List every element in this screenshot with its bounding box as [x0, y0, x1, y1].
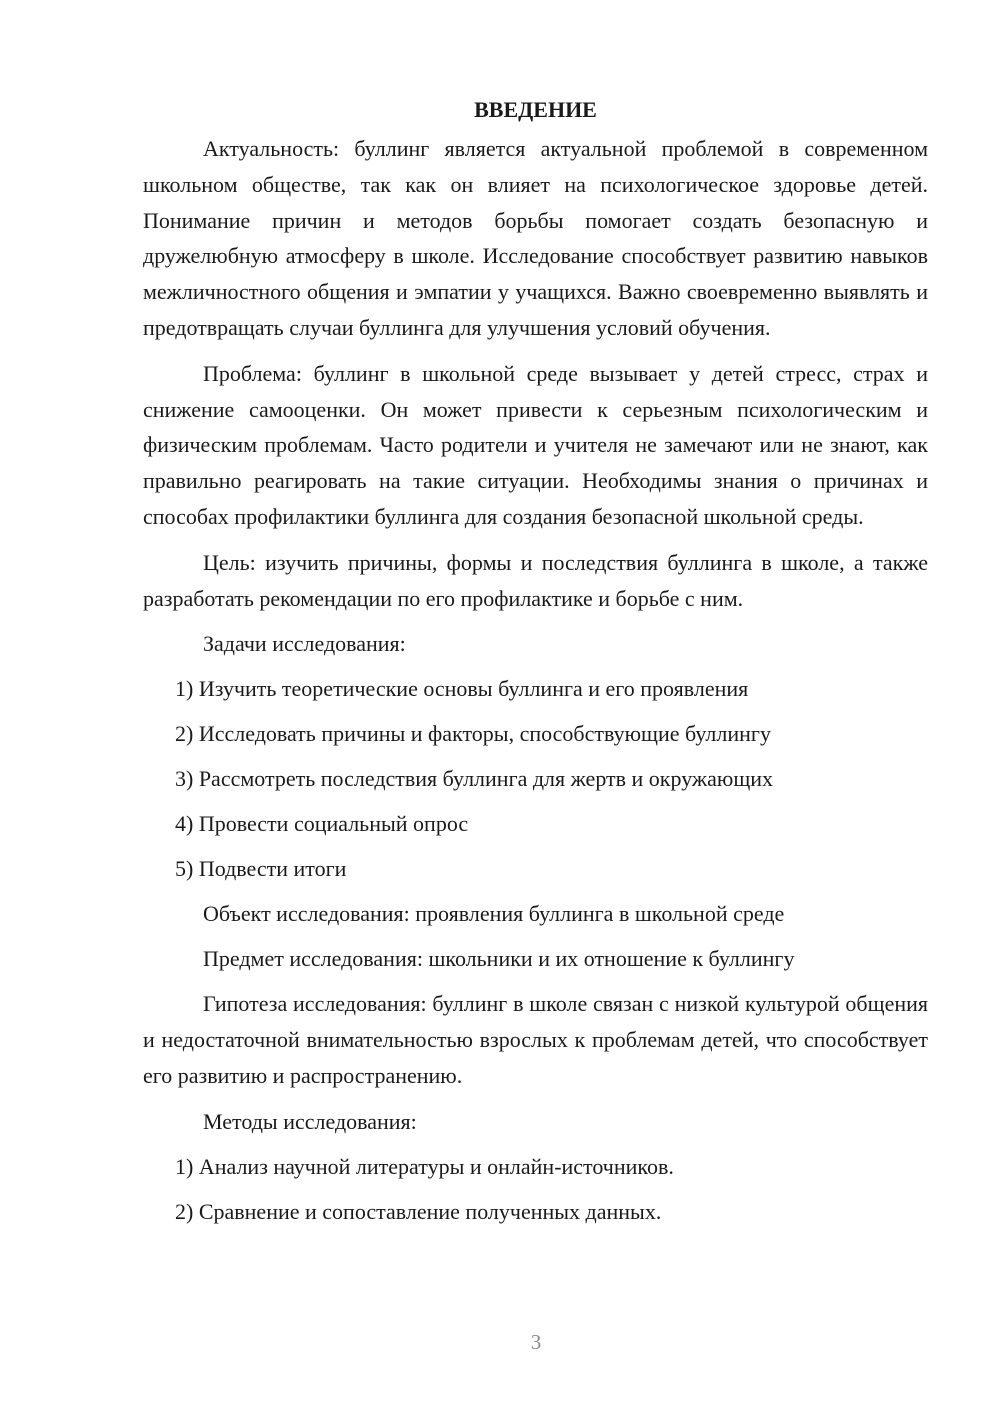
list-item: 1) Изучить теоретические основы буллинга и его проявления: [175, 676, 749, 702]
methods-list: [143, 1149, 928, 1229]
list-item: 1) Анализ научной литературы и онлайн-источников.: [175, 1153, 674, 1179]
page-number: 3: [530, 1330, 542, 1354]
page-title: ВВЕДЕНИЕ: [474, 97, 597, 122]
tasks-list: [143, 671, 928, 886]
methods-heading: Методы исследования:: [203, 1108, 417, 1134]
relevance-paragraph: Актуальность: буллинг является актуальной проблемой в современном школьном обществе, так как он влияет на психологическое здоровье детей. Понимание причин и методов борьбы помогает создать безопасную и дружелюбную атмосферу в школе. Исследование способствует развитию навыков межличностного общения и эмпатии у учащихся. Важно своевременно выявлять и предотвращать случаи буллинга для улучшения условий обучения.: [143, 136, 928, 340]
list-item: 2) Исследовать причины и факторы, способствующие буллингу: [175, 721, 771, 747]
goal-paragraph: Цель: изучить причины, формы и последствия буллинга в школе, а также разработать рекомендации по его профилактике и борьбе с ним.: [143, 549, 928, 611]
list-item: 4) Провести социальный опрос: [175, 811, 469, 837]
problem-paragraph: Проблема: буллинг в школьной среде вызывает у детей стресс, страх и снижение самооценки. Он может привести к серьезным психологическим и физическим проблемам. Часто родители и учителя не замечают или не знают, как правильно реагировать на такие ситуации. Необходимы знания о причинах и способах профилактики буллинга для создания безопасной школьной среды.: [143, 360, 928, 529]
list-item: 3) Рассмотреть последствия буллинга для жертв и окружающих: [175, 766, 774, 792]
list-item: 5) Подвести итоги: [175, 856, 347, 882]
subject-line: Предмет исследования: школьники и их отношение к буллингу: [203, 946, 795, 972]
hypothesis-paragraph: Гипотеза исследования: буллинг в школе связан с низкой культурой общения и недостаточной внимательностью взрослых к проблемам детей, что способствует его развитию и распространению.: [143, 991, 928, 1088]
list-item: 2) Сравнение и сопоставление полученных данных.: [175, 1198, 662, 1224]
tasks-heading: Задачи исследования:: [203, 631, 406, 657]
object-line: Объект исследования: проявления буллинга в школьной среде: [203, 901, 785, 927]
document-page: [143, 92, 928, 1239]
